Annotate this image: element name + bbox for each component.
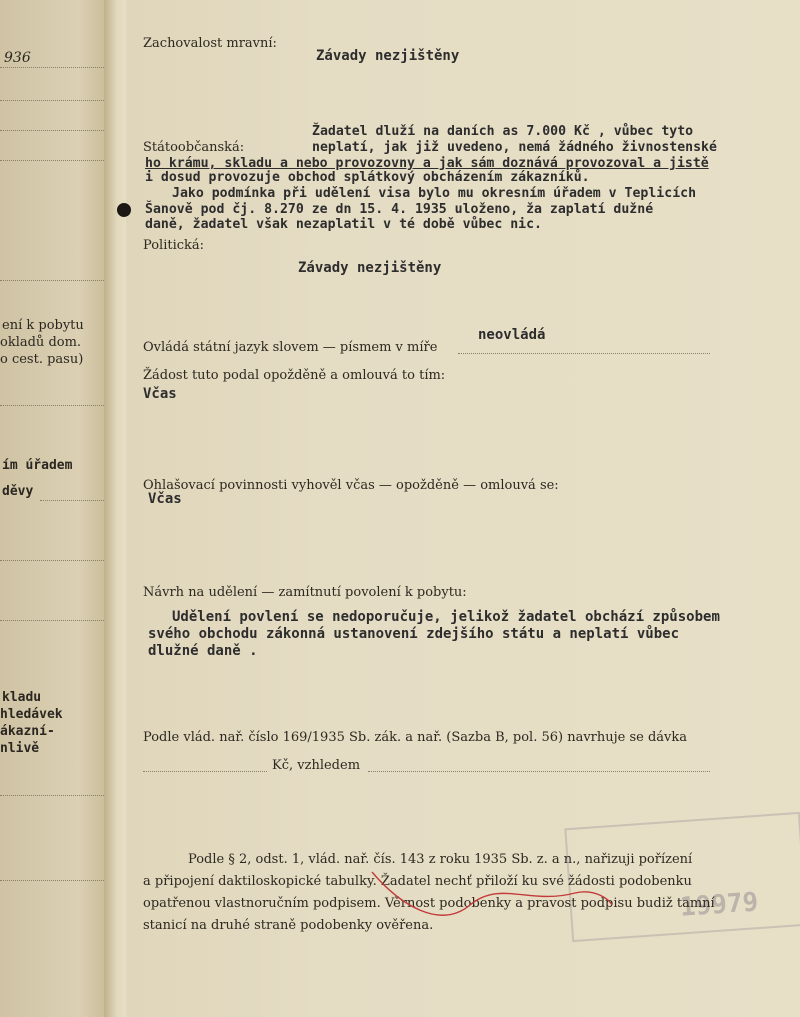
citizenship-line: i dosud provozuje obchod splátkový obcházením zákazníků. [145, 170, 590, 185]
proposal-label: Návrh na udělení — zamítnutí povolení k pobytu: [143, 585, 467, 600]
citizenship-line: Šanově pod čj. 8.270 ze dn 15. 4. 1935 uloženo, ža zaplatí dužné [145, 202, 654, 217]
fee-line: Podle vlád. nař. číslo 169/1935 Sb. zák. a nař. (Sazba B, pol. 56) navrhuje se dávka [143, 730, 688, 745]
strip-top-number: 936 [4, 50, 31, 66]
strip-pobytu-line: okladů dom. [0, 335, 82, 350]
language-value: neovládá [478, 327, 546, 343]
citizenship-line: neplatí, jak již uvedeno, nemá žádného živnostenské [312, 140, 717, 155]
registration-label: Ohlašovací povinnosti vyhověl včas — opožděně — omlouvá se: [143, 478, 559, 493]
strip-urad-line: ím úřadem [2, 458, 73, 473]
late-application-value: Včas [143, 386, 177, 402]
morals-value: Závady nezjištěny [316, 48, 460, 64]
citizenship-line: Žadatel dluží na daních as 7.000 Kč , vůbec tyto [312, 124, 694, 139]
proposal-line: dlužné daně . [148, 643, 258, 659]
strip-bottom-line: kladu [2, 690, 42, 705]
political-label: Politická: [143, 238, 205, 253]
strip-bottom-line: ákazní- [0, 724, 55, 739]
citizenship-line: daně, žadatel však nezaplatil v té době vůbec nic. [145, 217, 542, 232]
citizenship-label: Státoobčanská: [143, 140, 245, 155]
strip-pobytu-line: o cest. pasu) [0, 352, 84, 367]
fingerprint-line: opatřenou vlastnoručním podpisem. Věrnost podobenky a pravost podpisu budiž tamní [143, 896, 715, 911]
strip-urad-line: děvy [2, 484, 34, 499]
morals-label: Zachovalost mravní: [143, 36, 277, 51]
citizenship-line: ho krámu, skladu a nebo provozovny a jak sám doznává provozoval a jistě [145, 156, 709, 171]
political-value: Závady nezjištěny [298, 260, 442, 276]
proposal-line: svého obchodu zákonná ustanovení zdejšího státu a neplatí vůbec [148, 626, 680, 642]
strip-bottom-line: hledávek [0, 707, 63, 722]
stamp-number: 19979 [679, 887, 760, 923]
language-label: Ovládá státní jazyk slovem — písmem v míře [143, 340, 438, 355]
late-application-label: Žádost tuto podal opožděně a omlouvá to tím: [143, 368, 446, 383]
strip-pobytu-line: ení k pobytu [2, 318, 84, 333]
fingerprint-line: a připojení daktiloskopické tabulky. Žadatel nechť přiloží ku své žádosti podobenku [143, 874, 692, 889]
proposal-line: Udělení povlení se nedoporučuje, jelikož žadatel obchází způsobem [172, 609, 720, 625]
fee-currency-label: Kč, vzhledem [272, 758, 361, 773]
citizenship-line: Jako podmínka při udělení visa bylo mu okresním úřadem v Teplicích [172, 186, 697, 201]
fingerprint-line: stanicí na druhé straně podobenky ověřena. [143, 918, 434, 933]
strip-bottom-line: nlivě [0, 741, 40, 756]
registration-value: Včas [148, 491, 182, 507]
fingerprint-line: Podle § 2, odst. 1, vlád. nař. čís. 143 z roku 1935 Sb. z. a n., nařizuji pořízení [188, 852, 693, 867]
